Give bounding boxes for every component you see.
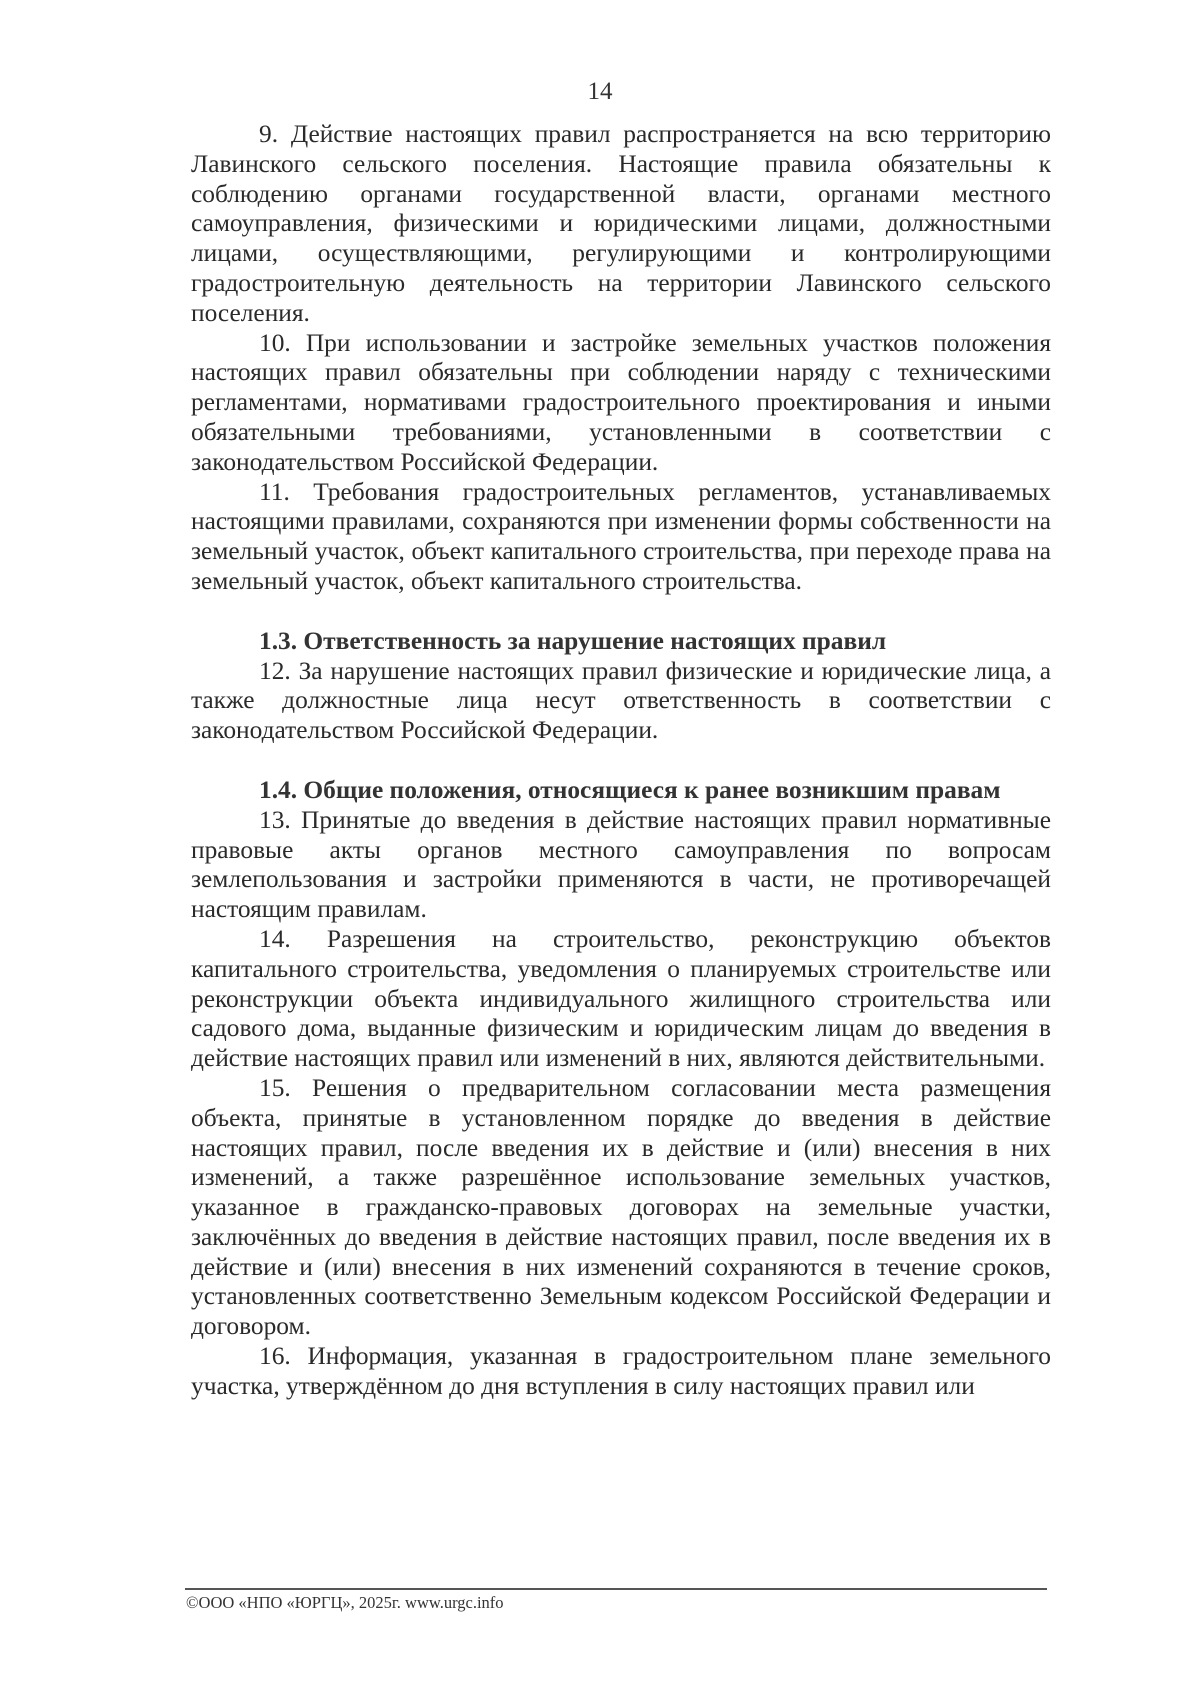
paragraph-11: 11. Требования градостроительных регламентов, устанавливаемых настоящими правилами, сохраняются при изменении формы собственности на земельный участок, объект капитального строительства, при переходе права на земельный участок, объект капитального строительства. <box>191 477 1051 595</box>
section-gap <box>191 746 1051 776</box>
footer-copyright: ©ООО «НПО «ЮРГЦ», 2025г. www.urgc.info <box>186 1593 504 1612</box>
section-heading-1-4: 1.4. Общие положения, относящиеся к ранее возникшим правам <box>259 775 1001 804</box>
document-body <box>191 120 1051 1402</box>
section-gap <box>191 597 1051 627</box>
section-heading-1-3: 1.3. Ответственность за нарушение настоящих правил <box>259 626 887 655</box>
footer-divider <box>185 1588 1047 1590</box>
page-number: 14 <box>587 78 613 105</box>
paragraph-13: 13. Принятые до введения в действие настоящих правил нормативные правовые акты органов местного самоуправления по вопросам землепользования и застройки применяются в части, не противоречащей настоящим правилам. <box>191 805 1051 924</box>
paragraph-15: 15. Решения о предварительном согласовании места размещения объекта, принятые в установленном порядке до введения в действие настоящих правил, после введения их в действие и (или) внесения в них изменений, а также разрешённое использование земельных участков, указанное в гражданско-правовых договорах на земельные участки, заключённых до введения в действие настоящих правил, после введения их в действие и (или) внесения в них изменений сохраняются в течение сроков, установленных соответственно Земельным кодексом Российской Федерации и договором. <box>191 1073 1051 1341</box>
paragraph-12: 12. За нарушение настоящих правил физические и юридические лица, а также должностные лица несут ответственность в соответствии с законодательством Российской Федерации. <box>191 656 1051 745</box>
paragraph-9: 9. Действие настоящих правил распространяется на всю территорию Лавинского сельского поселения. Настоящие правила обязательны к соблюдению органами государственной власти, органами местного самоуправления, физическими и юридическими лицами, должностными лицами, осуществляющими, регулирующими и контролирующими градостроительную деятельность на территории Лавинского сельского поселения. <box>191 120 1051 327</box>
paragraph-10: 10. При использовании и застройке земельных участков положения настоящих правил обязательны при соблюдении наряду с техническими регламентами, нормативами градостроительного проектирования и иными обязательными требованиями, установленными в соответствии с законодательством Российской Федерации. <box>191 328 1051 476</box>
paragraph-16: 16. Информация, указанная в градостроительном плане земельного участка, утверждённом до дня вступления в силу настоящих правил или <box>191 1342 1051 1400</box>
paragraph-14: 14. Разрешения на строительство, реконструкцию объектов капитального строительства, уведомления о планируемых строительстве или реконструкции объекта индивидуального жилищного строительства или садового дома, выданные физическим и юридическим лицам до введения в действие настоящих правил или изменений в них, являются действительными. <box>191 924 1051 1073</box>
